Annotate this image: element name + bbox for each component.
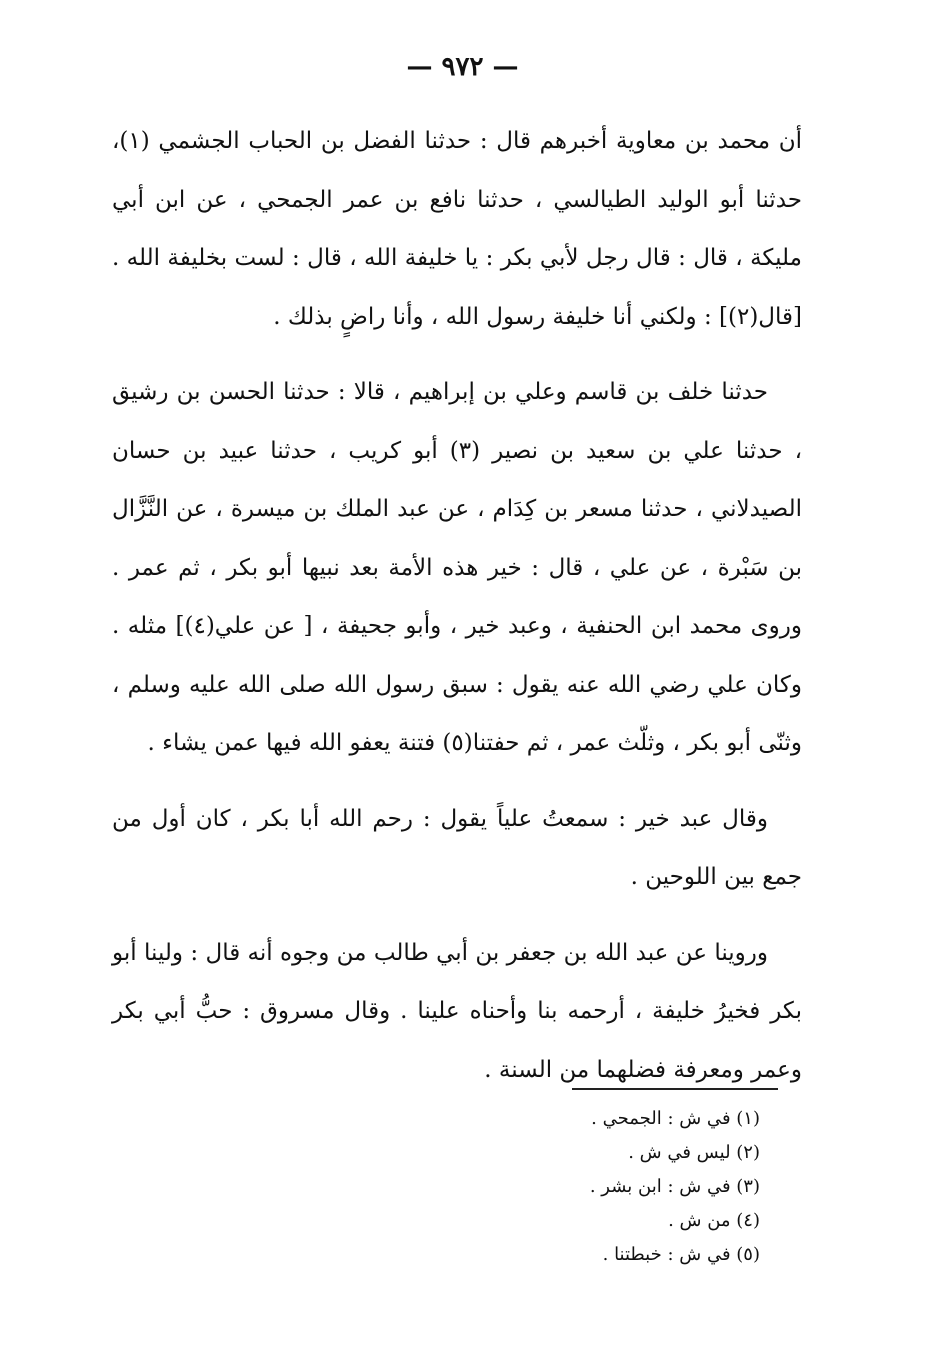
footnote-1: (١) في ش : الجمحي . — [591, 1108, 760, 1129]
paragraph-4: وروينا عن عبد الله بن جعفر بن أبي طالب من وجوه أنه قال : ولينا أبو بكر فخيرُ خليفة ، أرحمه بنا وأحناه علينا . وقال مسروق : حبُّ أبي بكر وعمر ومعرفة فضلهما من السنة . — [112, 939, 802, 1083]
footnote-4: (٤) من ش . — [668, 1210, 760, 1231]
paragraph-3: وقال عبد خير : سمعتُ علياً يقول : رحم الله أبا بكر ، كان أول من جمع بين اللوحين . — [112, 805, 802, 890]
main-text — [112, 112, 802, 1099]
page-number: — ٩٧٢ — — [406, 52, 519, 82]
footnotes — [430, 1102, 760, 1272]
paragraph-2: حدثنا خلف بن قاسم وعلي بن إبراهيم ، قالا : حدثنا الحسن بن رشيق ، حدثنا علي بن سعيد بن نصير (٣) أبو كريب ، حدثنا عبيد بن حسان الصيدلاني ، حدثنا مسعر بن كِدَام ، عن عبد الملك بن ميسرة ، عن النَّزَّال بن سَبْرة ، عن علي ، قال : خير هذه الأمة بعد نبيها أبو بكر ، ثم عمر . وروى محمد ابن الحنفية ، وعبد خير ، وأبو جحيفة ، [ عن علي(٤)] مثله . وكان علي رضي الله عنه يقول : سبق رسول الله صلى الله عليه وسلم ، وثنّى أبو بكر ، وثلّث عمر ، ثم حفتنا(٥) فتنة يعفو الله فيها عمن يشاء . — [112, 379, 803, 756]
footnote-2: (٢) ليس في ش . — [628, 1142, 760, 1163]
footnote-3: (٣) في ش : ابن بشر . — [589, 1176, 760, 1197]
paragraph-1: أن محمد بن معاوية أخبرهم قال : حدثنا الفضل بن الحباب الجشمي (١)، حدثنا أبو الوليد الطيالسي ، حدثنا نافع بن عمر الجمحي ، عن ابن أبي مليكة ، قال : قال رجل لأبي بكر : يا خليفة الله ، قال : لست بخليفة الله . [قال(٢)] : ولكني أنا خليفة رسول الله ، وأنا راضٍ بذلك . — [112, 128, 802, 330]
footnote-separator — [572, 1088, 778, 1090]
footnote-5: (٥) في ش : خبطتنا . — [602, 1244, 760, 1265]
